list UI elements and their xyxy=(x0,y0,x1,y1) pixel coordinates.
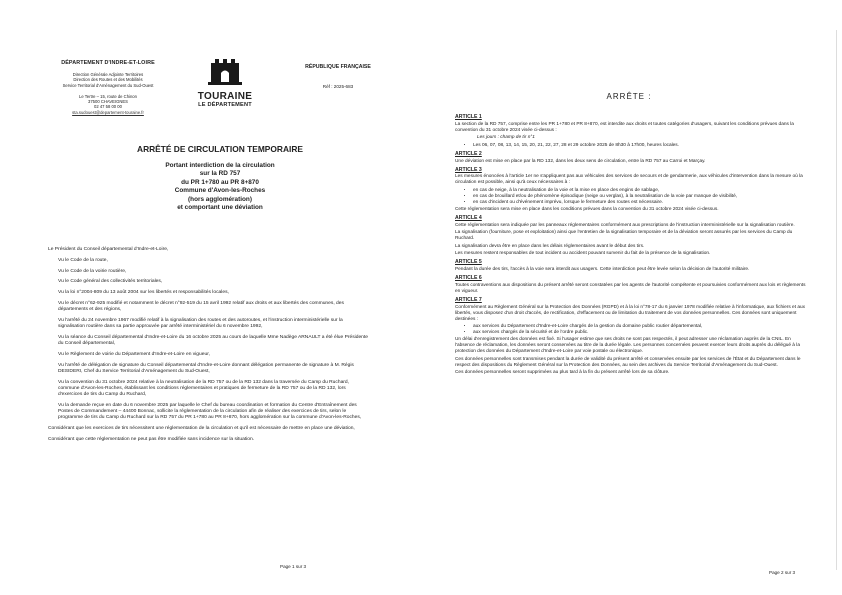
logo-name: TOURAINE xyxy=(197,91,253,102)
article-text: Les mesures énoncées à l'article 1er ne s'appliquent pas aux véhicules des services de secours et de gendarmerie, aux véhicules d'intervention dans la mesure où la circulation est possible, ainsi qu'à ceux nécessaires à : xyxy=(455,174,803,186)
preamble-vu: Vu le Règlement de voirie du Département d'Indre-et-Loire en vigueur, xyxy=(58,351,210,357)
article-text: Les mesures restent responsables de tout incident ou accident pouvant survenir du fait de la présence de la signalisation. xyxy=(455,251,711,257)
page-number: Page 1 sur 3 xyxy=(280,564,307,569)
preamble-vu: Vu la demande reçue en date du 6 novembre 2025 par laquelle le Chef du bureau coordination et formation du Centre d'Entraînement des Postes de Commandement – 44400 Bonnac, sollicite la réglementation de la circulation afin de réaliser des exercices de tirs, selon le programme de tirs du Camp du Ruchard sur la RD 757 du PR 1+780 au PR 8+870, hors agglomération sur la commune d'Avon-les-Roches, xyxy=(58,402,362,421)
article-text: Cette réglementation sera mise en place dans les conditions prévues dans la convention du 31 octobre 2024 visée ci-dessus. xyxy=(455,207,719,213)
preamble-vu: Vu l'arrêté du 24 novembre 1967 modifié relatif à la signalisation des routes et des autoroutes, et l'instruction interministérielle sur la signalisation routière dans sa partie approuvée par arrêté interministériel du 6 novembre 1992, xyxy=(58,317,343,330)
preamble-considerant: Considérant que cette réglementation ne peut pas être modifiée sans incidence sur la situation. xyxy=(48,436,255,442)
department-title: DÉPARTEMENT D'INDRE-ET-LOIRE xyxy=(61,60,155,66)
republic-title: RÉPUBLIQUE FRANÇAISE xyxy=(305,64,371,70)
article-text: Ces données personnelles seront supprimées au plus tard à la fin du présent arrêté lors de sa clôture. xyxy=(455,370,670,376)
preamble-body xyxy=(48,247,368,448)
tower-logo-icon xyxy=(208,55,242,85)
preamble-vu: Vu la séance du Conseil départemental d'Indre-et-Loire du 16 octobre 2025 au cours de laquelle Mme Nadège ARNAULT a été élue Présidente du Conseil départemental, xyxy=(58,334,368,347)
article-heading: ARTICLE 5 xyxy=(455,259,482,266)
department-line: Direction Générale Adjointe Territoires xyxy=(72,72,144,77)
preamble-vu: Vu le Code de la voirie routière, xyxy=(58,268,127,274)
article-heading: ARTICLE 7 xyxy=(455,296,482,303)
article-text: Cette réglementation sera indiquée par les panneaux réglementaires conformément aux prescriptions de l'instruction interministérielle sur la signalisation routière. xyxy=(455,222,795,228)
department-phone: 02 47 58 00 00 xyxy=(94,104,122,110)
page-edge-divider xyxy=(836,30,837,570)
subtitle-line: Portant interdiction de la circulation xyxy=(165,162,275,169)
preamble-considerant: Considérant que les exercices de tirs nécessitent une réglementation de la circulation et qu'il est nécessaire de mettre en place une déviation, xyxy=(48,426,355,432)
preamble-vu: Vu le décret n°62-925 modifié et notamment le décret n°92-519 du 15 avril 1992 relatif aux droits et aux libertés des communes, des départements et des régions, xyxy=(58,300,344,313)
article-heading: ARTICLE 1 xyxy=(455,114,482,120)
preamble-vu: Vu le Code général des collectivités territoriales, xyxy=(58,279,163,285)
preamble-vu: Vu l'arrêté de délégation de signature du Conseil départemental d'Indre-et-Loire donnant délégation permanente de signature à M. Régis DESIDERI, Chef du Service Territorial d'Aménagement du Sud-Ouest, xyxy=(58,362,354,374)
article-list xyxy=(455,143,807,149)
department-line: Direction des Routes et des Mobilités xyxy=(73,77,143,83)
subtitle-line: et comportant une déviation xyxy=(177,204,263,212)
arrete-title: ARRÊTE : xyxy=(606,92,652,101)
department-header xyxy=(38,60,178,115)
reference-number: Réf : 2025-683 xyxy=(322,84,354,89)
subtitle-line: Commune d'Avon-les-Roches xyxy=(174,187,266,195)
article-text: Conformément au Règlement Général sur la Protection des Données (RGPD) et à la loi n°78-17 du 6 janvier 1978 modifiée relative à l'informatique, aux fichiers et aux libertés, vous disposez d'un droit d'accès, de rectification, d'effacement ou de limitation du traitement de vos données personnelles. Ces données sont uniquement destinées : xyxy=(455,304,806,322)
article-text: La signalisation devra être en place dans les délais réglementaires avant le début des tirs. xyxy=(455,243,645,249)
article-list xyxy=(455,324,807,336)
article-text: Toutes contraventions aux dispositions du présent arrêté seront constatées par les agents de l'autorité compétente et poursuivies conformément aux lois et règlements en vigueur. xyxy=(455,283,806,294)
subtitle-line: du PR 1+780 au PR 8+870 xyxy=(181,178,259,186)
subtitle-line: sur la RD 757 xyxy=(199,170,241,178)
page-2 xyxy=(447,22,819,578)
republic-header xyxy=(292,64,384,89)
preamble-intro: Le Président du Conseil départemental d'Indre-et-Loire, xyxy=(48,247,169,252)
touraine-logo xyxy=(190,55,260,108)
article-text: Un délai d'enregistrement des données est fixé. Si l'usager estime que ses droits ne sont pas respectés, il peut adresser une réclamation auprès de la CNIL. En l'absence de réclamation, les données seront conservées au titre de la durée légale. Les personnes concernées peuvent exercer leurs droits auprès du délégué à la protection des données du Département d'Indre-et-Loire par voie postale ou électronique. xyxy=(455,337,800,355)
preamble-vu: Vu la loi n°2004-809 du 13 août 2004 sur les libertés et responsabilités locales, xyxy=(58,290,229,296)
document-subtitle xyxy=(120,162,320,212)
preamble-vu: Vu le Code de la route, xyxy=(58,257,108,263)
department-address: Le Tertre – 15, route de Chinon xyxy=(79,93,137,99)
article-text: Une déviation est mise en place par la RD 132, dans les deux sens de circulation, entre la RD 757 au Carroi et Marçay. xyxy=(455,158,706,164)
article-text: Pendant la durée des tirs, l'accès à la voie sera interdit aux usagers. Cette interdiction peut être levée selon la décision de l'autorité militaire. xyxy=(455,267,750,273)
article-subheading: Les jours : champ de tir n°1 xyxy=(477,135,535,141)
article-heading: ARTICLE 3 xyxy=(455,166,482,173)
article-text: La section de la RD 757, comprise entre les PR 1+780 et PR 8+870, est interdite aux droits et toutes catégories d'usagers, suivant les conditions prévues dans la convention du 31 octobre 2024 visée ci-dessus : xyxy=(455,121,794,133)
subtitle-line: (hors agglomération) xyxy=(188,195,252,203)
article-text: La signalisation (fourniture, pose et exploitation) ainsi que l'entretien de la signalisation temporaire et de la déviation seront assurés par les services du Camp du Ruchard. xyxy=(455,230,793,242)
list-item: • en cas de brouillard et/ou de phénomène épisodique (neige ou verglas), à la neutralisation de la voie par manque de visibilité, xyxy=(473,194,807,200)
list-item: • aux services chargés de la sécurité et de l'ordre public. xyxy=(473,330,807,336)
logo-subtitle: LE DÉPARTEMENT xyxy=(198,102,252,108)
list-item: • aux services du Département d'Indre-et-Loire chargés de la gestion du domaine public routier départemental, xyxy=(473,324,807,330)
preamble-vu: Vu la convention du 31 octobre 2024 relative à la neutralisation de la RD 757 ou de la RD 132 dans la traversée du Camp du Ruchard, commune d'Avon-les-Roches, établissant les conditions réglementaires et pratiques de fermeture de la RD 757 ou de la RD 132, lors d'exercices de tirs du Camp du Ruchard, xyxy=(58,379,349,398)
article-list xyxy=(455,188,807,206)
article-heading: ARTICLE 2 xyxy=(455,150,482,157)
document-title: ARRÊTÉ DE CIRCULATION TEMPORAIRE xyxy=(137,144,303,154)
department-city: 37500 CHAVEIGNES xyxy=(88,99,128,105)
articles-body xyxy=(455,112,807,378)
department-email-link[interactable]: sta.sudouest@departement-touraine.fr xyxy=(72,109,144,115)
page-number: Page 2 sur 3 xyxy=(769,570,796,575)
article-heading: ARTICLE 6 xyxy=(455,275,482,282)
article-heading: ARTICLE 4 xyxy=(455,215,482,222)
department-line: Service Territorial d'Aménagement du Sud-Ouest xyxy=(62,82,154,88)
list-item: • en cas d'incident ou d'événement imprévu, lorsque le fermeture des routes est nécessaire. xyxy=(473,200,807,206)
article-text: Ces données personnelles sont transmises pendant la durée de validité du présent arrêté et conservées ensuite par les services de l'État et du Département dans le respect des dispositions du Règlement Général sur la Protection des Données, au sein des archives du Service Territorial d'Aménagement du Sud-Ouest. xyxy=(455,356,801,368)
list-item: • Les 06, 07, 08, 13, 14, 15, 20, 21, 22, 27, 28 et 29 octobre 2025 de 8h30 à 17h00, heures locales. xyxy=(473,143,807,149)
list-item: • en cas de neige, à la neutralisation de la voie et la mise en place des engins de sablage, xyxy=(473,188,807,194)
page-1 xyxy=(30,22,405,578)
